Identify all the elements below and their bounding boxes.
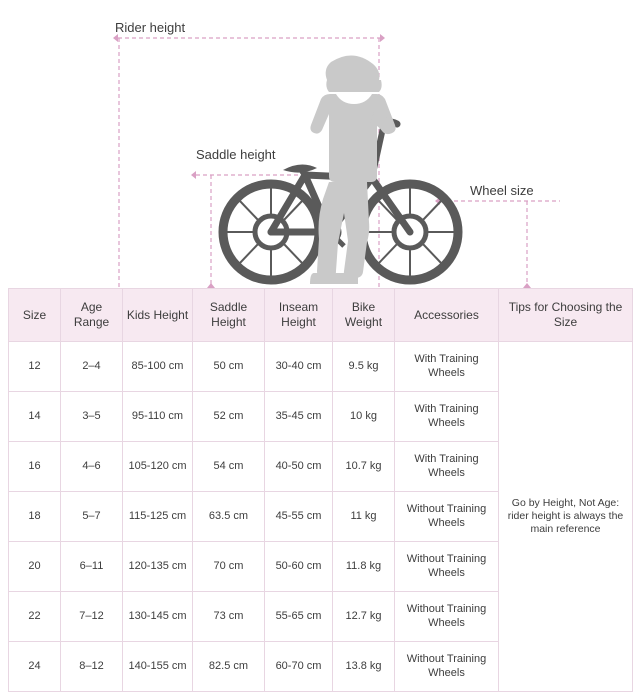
cell-size: 14 (9, 392, 61, 442)
cell-accessories: Without Training Wheels (395, 542, 499, 592)
cell-saddle-height: 52 cm (193, 392, 265, 442)
cell-saddle-height: 73 cm (193, 592, 265, 642)
bike-sizing-illustration (0, 0, 640, 288)
saddle-height-label: Saddle height (196, 147, 276, 162)
cell-kids-height: 130-145 cm (123, 592, 193, 642)
cell-size: 20 (9, 542, 61, 592)
cell-saddle-height: 82.5 cm (193, 642, 265, 692)
cell-weight: 13.8 kg (333, 642, 395, 692)
header-tips: Tips for Choosing the Size (499, 289, 633, 342)
cell-inseam: 55-65 cm (265, 592, 333, 642)
cell-kids-height: 140-155 cm (123, 642, 193, 692)
cell-weight: 11.8 kg (333, 542, 395, 592)
cell-kids-height: 115-125 cm (123, 492, 193, 542)
cell-accessories: With Training Wheels (395, 442, 499, 492)
header-bike-weight: Bike Weight (333, 289, 395, 342)
cell-weight: 10 kg (333, 392, 395, 442)
cell-accessories: Without Training Wheels (395, 642, 499, 692)
cell-size: 22 (9, 592, 61, 642)
cell-size: 24 (9, 642, 61, 692)
cell-age: 8–12 (61, 642, 123, 692)
cell-inseam: 60-70 cm (265, 642, 333, 692)
rider-height-label: Rider height (115, 20, 186, 35)
cell-saddle-height: 50 cm (193, 342, 265, 392)
header-inseam-height: Inseam Height (265, 289, 333, 342)
cell-inseam: 50-60 cm (265, 542, 333, 592)
cell-saddle-height: 70 cm (193, 542, 265, 592)
table-row (9, 342, 633, 392)
cell-size: 18 (9, 492, 61, 542)
cell-kids-height: 120-135 cm (123, 542, 193, 592)
cell-weight: 10.7 kg (333, 442, 395, 492)
table-header-row (9, 289, 633, 342)
cell-weight: 9.5 kg (333, 342, 395, 392)
cell-accessories: With Training Wheels (395, 392, 499, 442)
cell-weight: 11 kg (333, 492, 395, 542)
cell-accessories: Without Training Wheels (395, 592, 499, 642)
cell-size: 16 (9, 442, 61, 492)
header-saddle-height: Saddle Height (193, 289, 265, 342)
cell-inseam: 30-40 cm (265, 342, 333, 392)
child-silhouette (310, 55, 396, 284)
cell-age: 2–4 (61, 342, 123, 392)
header-age-range: Age Range (61, 289, 123, 342)
cell-accessories: With Training Wheels (395, 342, 499, 392)
cell-size: 12 (9, 342, 61, 392)
cell-kids-height: 105-120 cm (123, 442, 193, 492)
cell-age: 4–6 (61, 442, 123, 492)
cell-tips: Go by Height, Not Age: rider height is always the main reference (499, 342, 633, 692)
cell-saddle-height: 54 cm (193, 442, 265, 492)
header-accessories: Accessories (395, 289, 499, 342)
cell-inseam: 35-45 cm (265, 392, 333, 442)
header-size: Size (9, 289, 61, 342)
cell-age: 6–11 (61, 542, 123, 592)
cell-age: 5–7 (61, 492, 123, 542)
cell-age: 3–5 (61, 392, 123, 442)
cell-accessories: Without Training Wheels (395, 492, 499, 542)
cell-inseam: 40-50 cm (265, 442, 333, 492)
header-kids-height: Kids Height (123, 289, 193, 342)
cell-age: 7–12 (61, 592, 123, 642)
cell-weight: 12.7 kg (333, 592, 395, 642)
cell-kids-height: 85-100 cm (123, 342, 193, 392)
size-chart-table (8, 288, 633, 692)
cell-kids-height: 95-110 cm (123, 392, 193, 442)
cell-inseam: 45-55 cm (265, 492, 333, 542)
cell-saddle-height: 63.5 cm (193, 492, 265, 542)
wheel-size-label: Wheel size (470, 183, 534, 198)
